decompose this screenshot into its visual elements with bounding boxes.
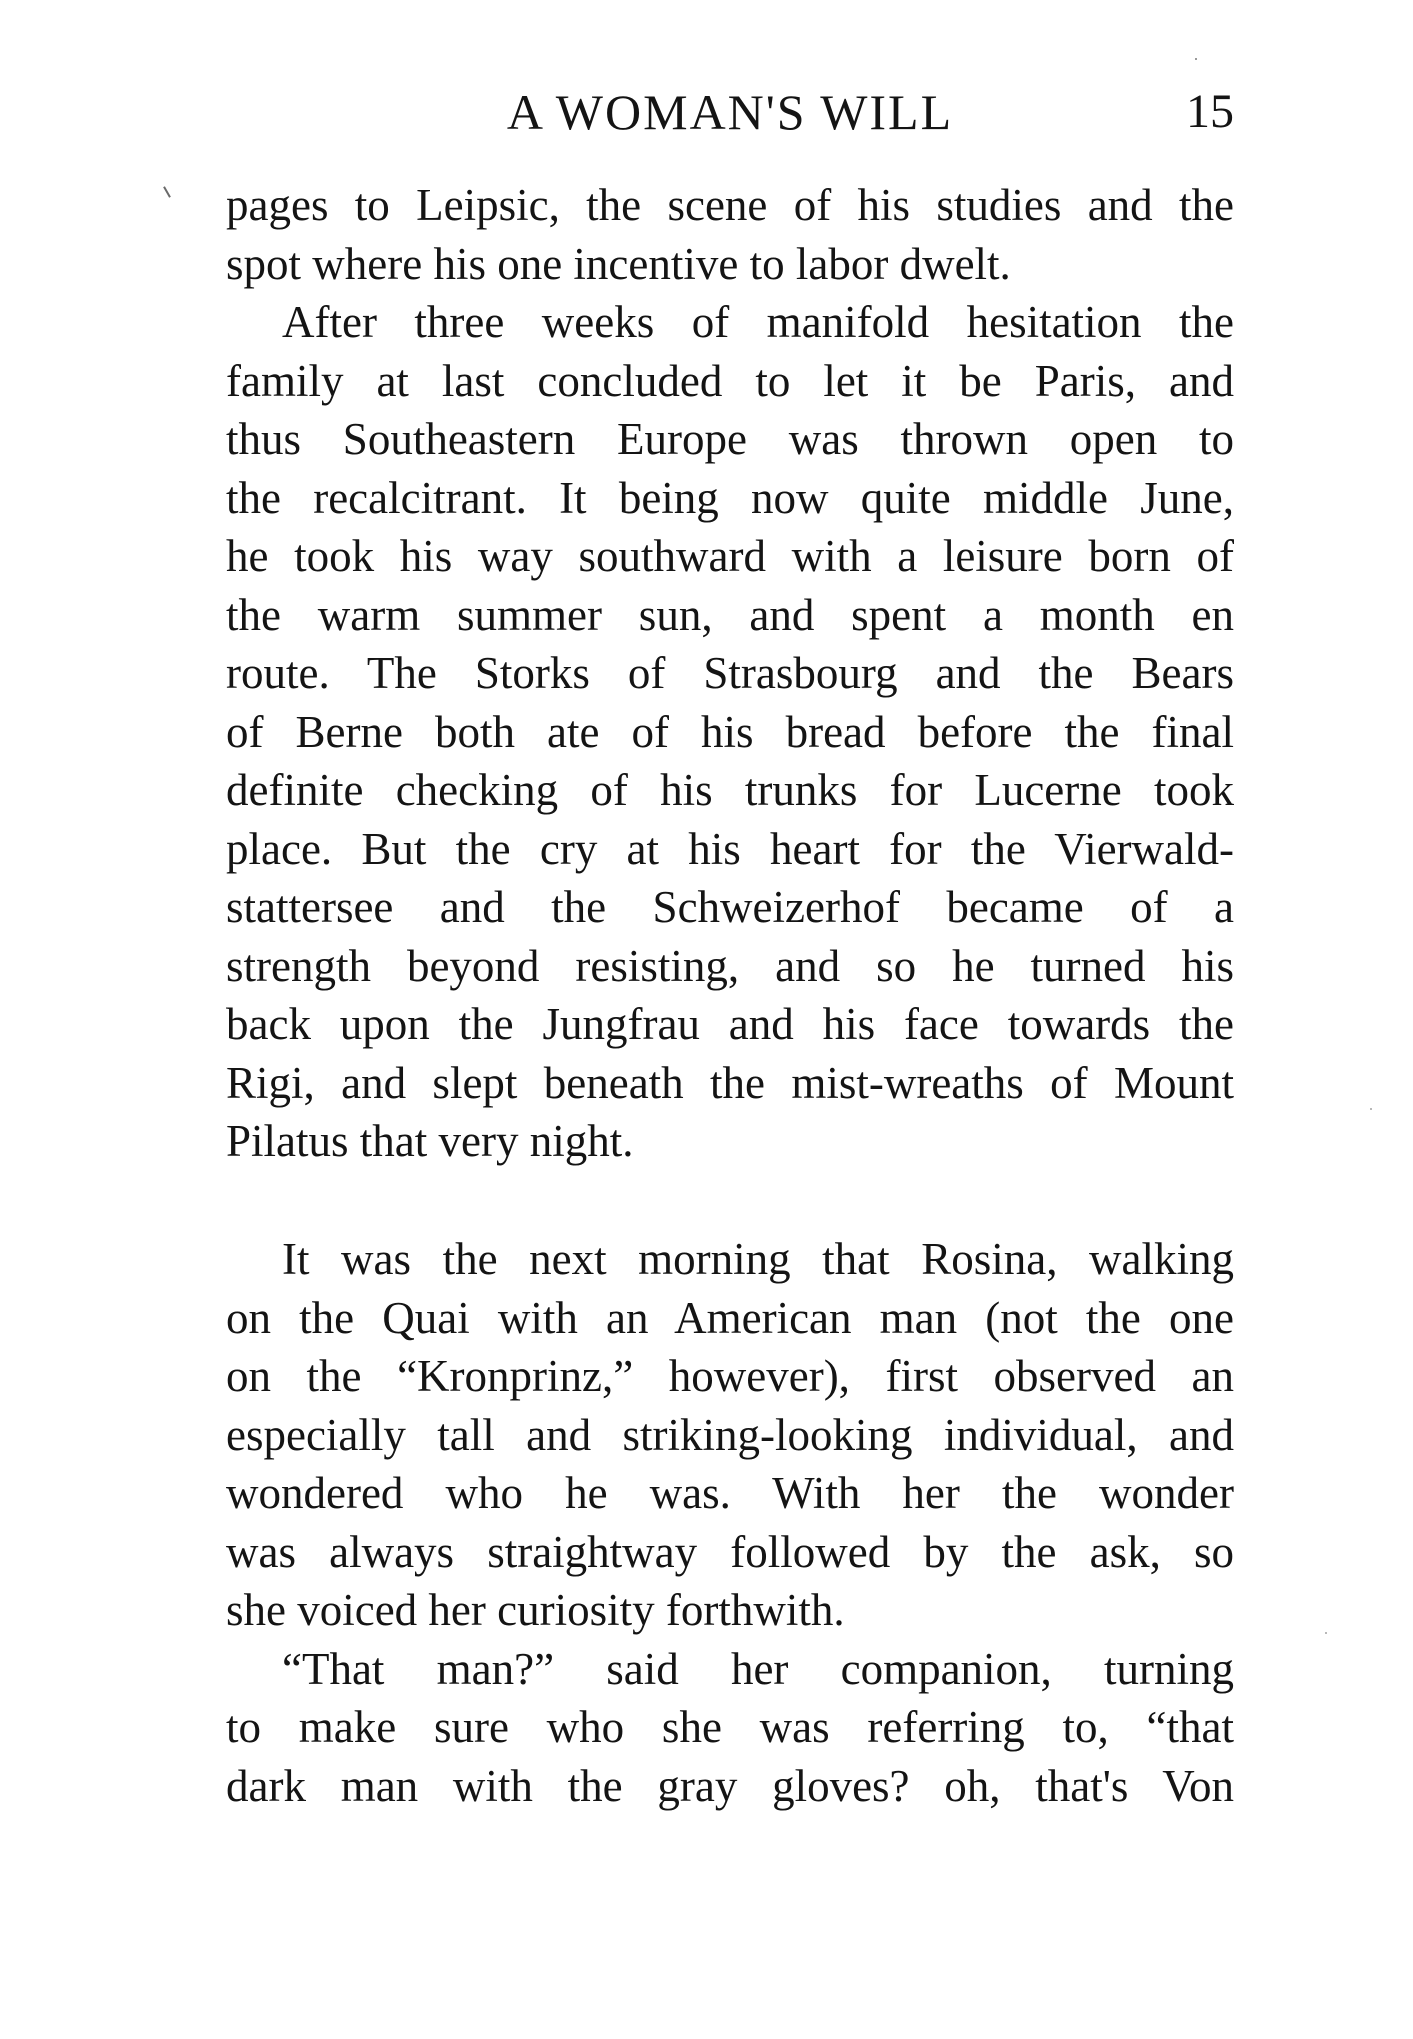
text-line: on the “Kronprinz,” however), first observed an <box>226 1351 1234 1401</box>
text-line: Rigi, and slept beneath the mist-wreaths of Mount <box>226 1057 1234 1108</box>
text-line: definite checking of his trunks for Lucerne took <box>226 765 1234 815</box>
text-line: on the Quai with an American man (not the one <box>226 1292 1234 1343</box>
text-line: Pilatus that very night. <box>226 1116 634 1166</box>
page-number: 15 <box>1186 85 1234 138</box>
text-line: “That man?” said her companion, turning <box>282 1643 1234 1694</box>
paper-speck <box>1325 1632 1327 1634</box>
running-title: A WOMAN'S WILL <box>506 84 954 140</box>
paper-speck <box>1195 58 1197 60</box>
text-line: thus Southeastern Europe was thrown open to <box>226 414 1234 464</box>
text-line: she voiced her curiosity forthwith. <box>226 1585 845 1635</box>
text-line: back upon the Jungfrau and his face towards the <box>226 999 1234 1049</box>
text-line: strength beyond resisting, and so he turned his <box>226 940 1234 991</box>
text-line: After three weeks of manifold hesitation the <box>282 297 1234 347</box>
text-line: was always straightway followed by the ask, so <box>226 1526 1234 1577</box>
text-line: especially tall and striking-looking individual, and <box>226 1409 1234 1460</box>
text-line: wondered who he was. With her the wonder <box>226 1468 1234 1518</box>
text-line: pages to Leipsic, the scene of his studies and the <box>226 180 1234 230</box>
text-line: he took his way southward with a leisure born of <box>226 531 1234 581</box>
text-line: It was the next morning that Rosina, walking <box>282 1234 1234 1284</box>
text-line: the warm summer sun, and spent a month en <box>226 589 1234 640</box>
paragraph-block-1 <box>226 176 1234 1171</box>
text-line: route. The Storks of Strasbourg and the Bears <box>226 648 1234 698</box>
text-line: family at last concluded to let it be Paris, and <box>226 355 1234 406</box>
text-line: stattersee and the Schweizerhof became of a <box>226 882 1234 932</box>
text-line: of Berne both ate of his bread before the final <box>226 706 1234 757</box>
text-line: spot where his one incentive to labor dwelt. <box>226 238 1011 289</box>
text-line: dark man with the gray gloves? oh, that's Von <box>226 1760 1234 1811</box>
running-head <box>226 82 1234 142</box>
text-line: to make sure who she was referring to, “that <box>226 1702 1234 1752</box>
paper-speck <box>1370 1108 1372 1110</box>
paragraph-block-2 <box>226 1230 1234 1815</box>
text-line: place. But the cry at his heart for the Vierwald- <box>226 823 1234 874</box>
text-line: the recalcitrant. It being now quite middle June, <box>226 472 1234 523</box>
margin-mark <box>163 186 171 197</box>
